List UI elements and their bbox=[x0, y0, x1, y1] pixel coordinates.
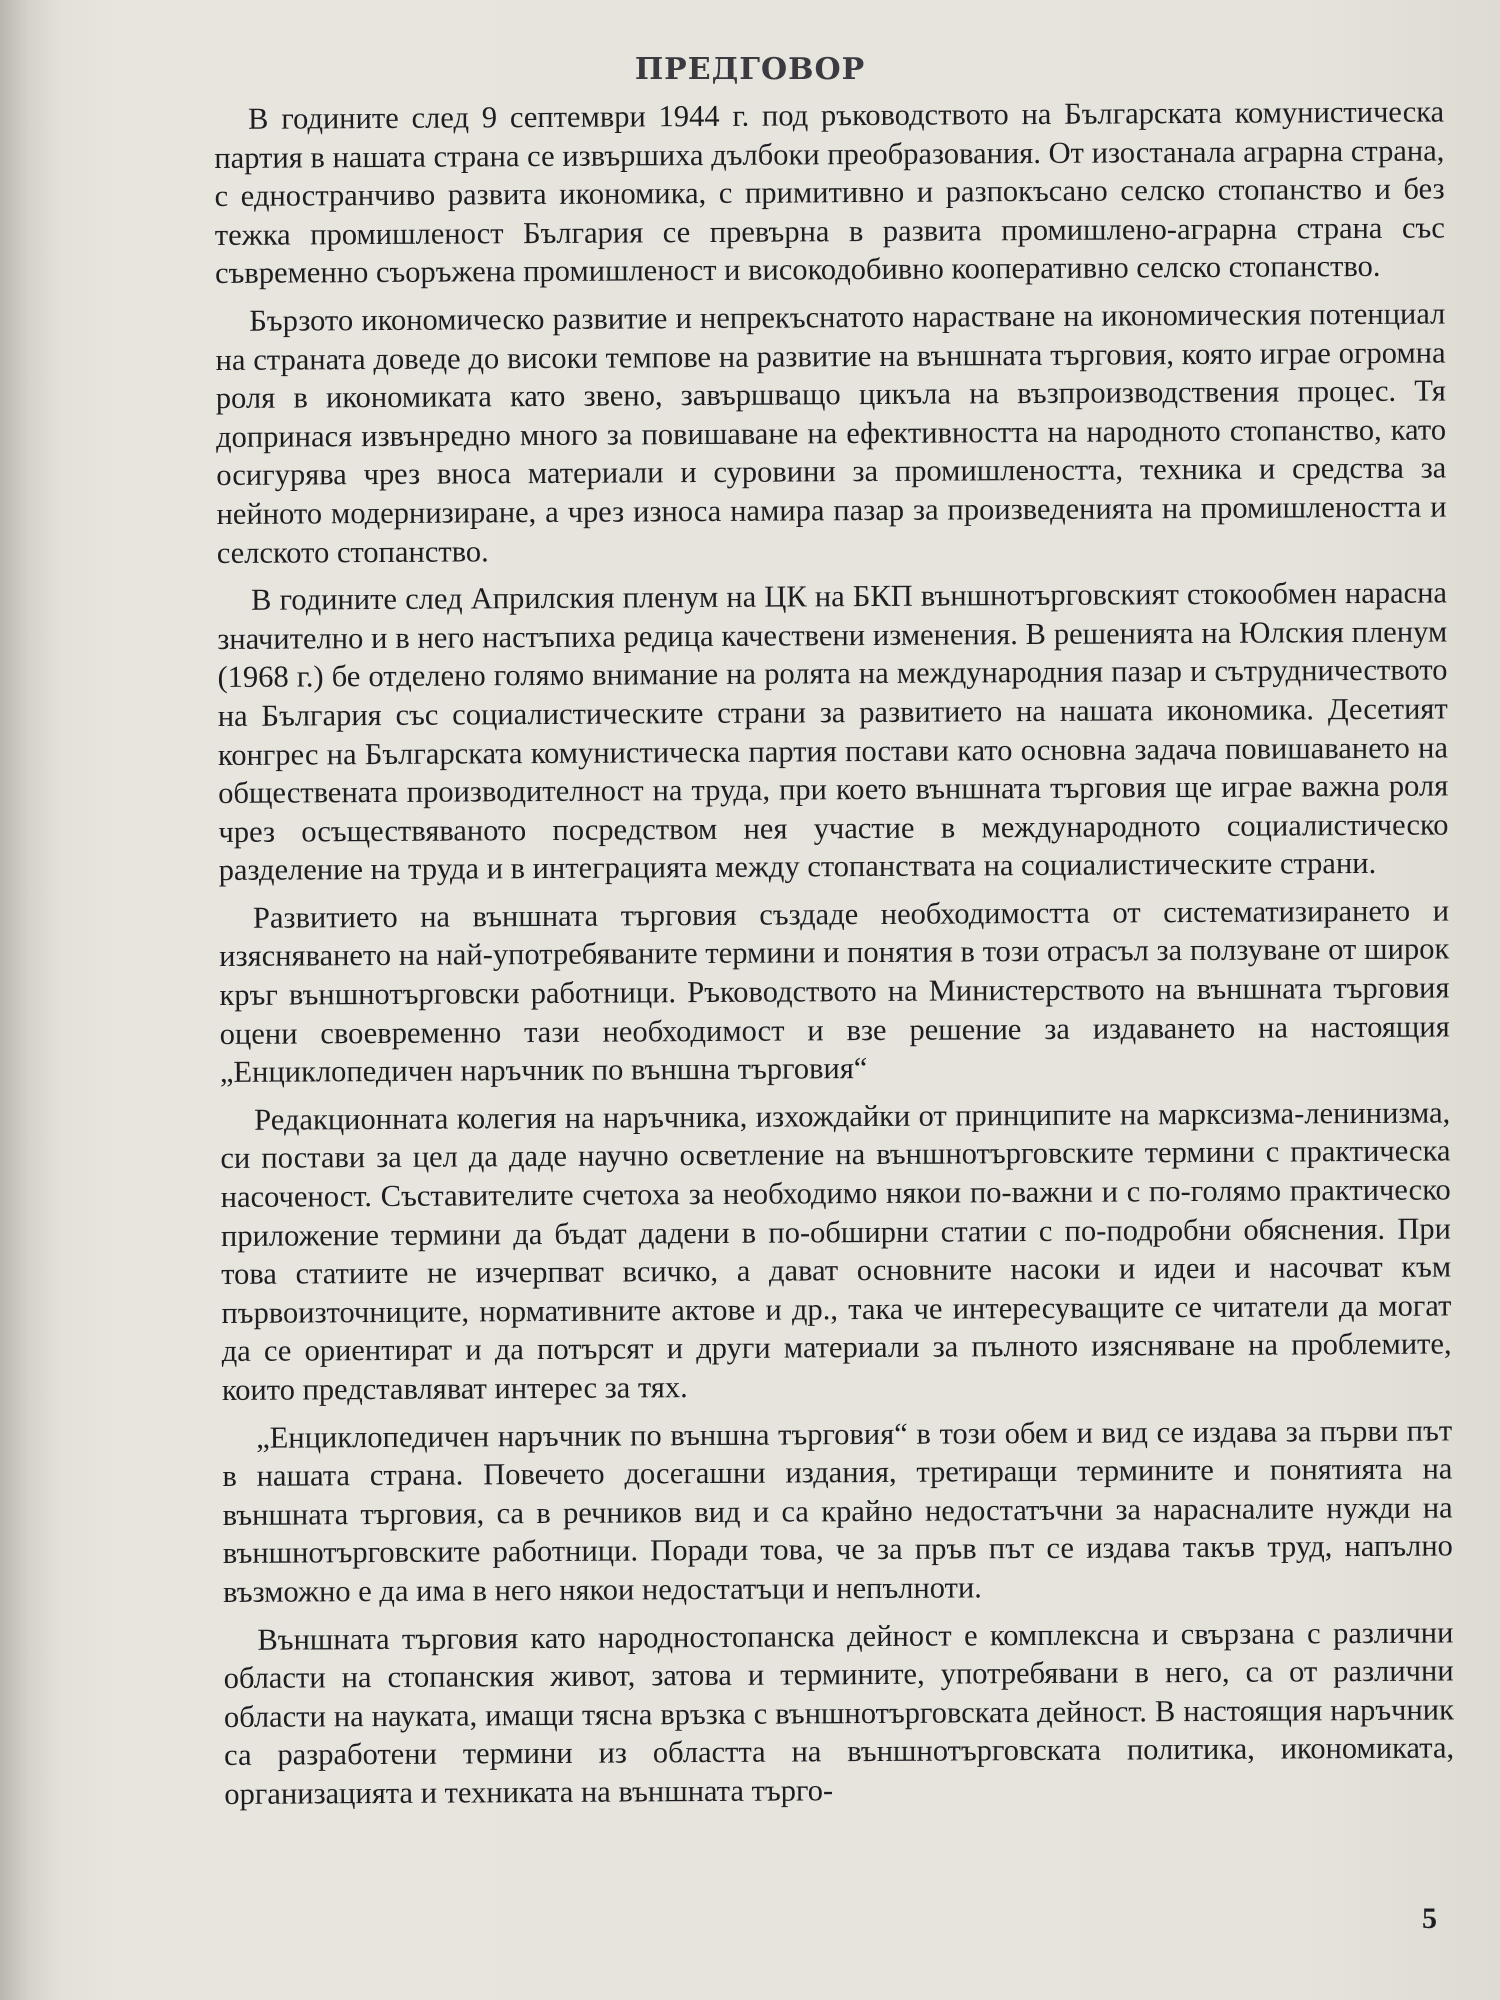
page-number: 5 bbox=[1422, 1902, 1437, 1935]
page-title: ПРЕДГОВОР bbox=[634, 52, 866, 87]
paragraph: В годините след 9 септември 1944 г. под ръководството на Българската комунистическа партия в нашата страна се извършиха дълбоки преобразования. От изостанала аграрна страна, с едностранчиво развита икономика, с примитивно и разпокъсано селско стопанство и без тежка промишленост България се превърна в развита промишлено-аграрна страна със съвременно съоръжена промишленост и високодобивно кооперативно селско стопанство. bbox=[214, 94, 1445, 291]
book-gutter-shadow bbox=[0, 0, 60, 2000]
paragraph: Бързото икономическо развитие и непрекъснатото нарастване на икономическия потенциал на страната доведе до високи темпове на развитие на външната търговия, която играе огромна роля в икономиката като звено, завършващо цикъла на възпроизводствения процес. Тя допринася извънредно много за повишаване на ефективността на народното стопанство, като осигурява чрез вноса материали и суровини за промишлеността, техника и средства за нейното модернизиране, а чрез износа намира пазар за произведенията на промишлеността и селското стопанство. bbox=[215, 296, 1447, 570]
paragraph: Развитието на външната търговия създаде необходимостта от систематизирането и изясняването на най-употребяваните термини и понятия в този отрасъл за ползуване от широк кръг външнотърговски работници. Ръководството на Министерството на външната търговия оцени своевременно тази необходимост и взе решение за издаването на настоящия „Енциклопедичен наръчник по външна търговия“ bbox=[219, 893, 1450, 1090]
paragraph: Редакционната колегия на наръчника, изхождайки от принципите на марксизма-ленинизма, си постави за цел да даде научно осветление на външнотърговските термини с практическа насоченост. Съставителите счетоха за необходимо някои по-важни и с по-голямо практическо приложение термини да бъдат дадени в по-обширни статии с по-подробни обяснения. При това статиите не изчерпват всичко, а дават основните насоки и идеи и насочват към първоизточниците, нормативните актове и др., така че интересуващите се читатели да могат да се ориентират и да потърсят и други материали за пълното изясняване на проблемите, които представляват интерес за тях. bbox=[220, 1095, 1452, 1407]
paragraph: Външната търговия като народностопанска дейност е комплексна и свързана с различни области на стопанския живот, затова и термините, употребявани в него, са от различни области на науката, имащи тясна връзка с външнотърговската дейност. В настоящия наръчник са разработени термини из областта на външнотърговската политика, икономиката, организацията и техниката на външната търго- bbox=[223, 1615, 1455, 1811]
paragraph: В годините след Априлския пленум на ЦК на БКП външнотърговският стокообмен нарасна значително и в него настъпиха редица качествени изменения. В решенията на Юлския пленум (1968 г.) бе отделено голямо внимание на ролята на международния пазар и сътрудничеството на България със социалистическите страни за развитието на нашата икономика. Десетият конгрес на Българската комунистическа партия постави като основна задача повишаването на обществената производителност на труда, при което външната търговия ще играе важна роля чрез осъществяваното посредством нея участие в международното социалистическо разделение на труда и в интеграцията между стопанствата на социалистическите страни. bbox=[217, 575, 1449, 888]
body-text bbox=[214, 92, 1454, 1822]
paragraph: „Енциклопедичен наръчник по външна търговия“ в този обем и вид се издава за първи път в нашата страна. Повечето досегашни издания, третиращи термините и понятията на външната търговия, са в речников вид и са крайно недостатъчни за нарасналите нужди на външнотърговските работници. Поради това, че за пръв път се издава такъв труд, напълно възможно е да има в него някои недостатъци и непълноти. bbox=[222, 1413, 1453, 1609]
